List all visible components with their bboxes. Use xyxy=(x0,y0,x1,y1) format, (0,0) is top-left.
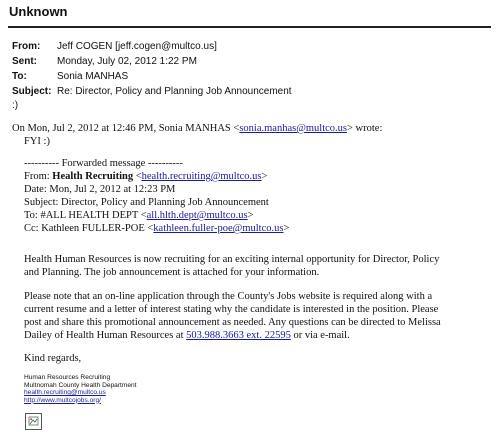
forwarded-cc-suffix: > xyxy=(283,223,290,234)
from-value: Jeff COGEN [jeff.cogen@multco.us] xyxy=(57,41,217,52)
signature-email-link[interactable]: health.recruiting@multco.us xyxy=(24,389,106,396)
body-p2-line4-suffix: or via e-mail. xyxy=(290,330,350,341)
sent-value: Monday, July 02, 2012 1:22 PM xyxy=(57,56,197,67)
forwarded-to-prefix: To: #ALL HEALTH DEPT < xyxy=(24,210,147,221)
signature-website-link[interactable]: http://www.multcojobs.org/ xyxy=(24,396,101,404)
forwarded-from-lt: < xyxy=(133,171,142,182)
reply-text: :) xyxy=(12,100,19,111)
forwarded-date: Date: Mon, Jul 2, 2012 at 12:23 PM xyxy=(24,184,176,195)
subject-label: Subject: xyxy=(12,86,52,97)
forwarded-cc-prefix: Cc: Kathleen FULLER-POE < xyxy=(24,223,154,234)
kathleen-email-link[interactable]: kathleen.fuller-poe@multco.us xyxy=(153,223,284,234)
quote-intro-prefix: On Mon, Jul 2, 2012 at 12:46 PM, Sonia MANHAS < xyxy=(12,123,240,134)
email-header xyxy=(12,41,492,101)
forwarded-subject: Subject: Director, Policy and Planning Job Announcement xyxy=(24,197,269,208)
quote-intro-suffix: > wrote: xyxy=(346,123,383,134)
attachment-placeholder-icon[interactable] xyxy=(25,413,42,430)
to-value: Sonia MANHAS xyxy=(57,71,129,82)
body-paragraph-2-line-2: current resume and a letter of interest stating why the candidate is interested in the position. Please xyxy=(24,304,439,315)
sent-label: Sent: xyxy=(12,56,37,67)
page-title: Unknown xyxy=(9,4,68,19)
forwarded-to xyxy=(24,209,254,222)
forwarded-from-prefix: From: xyxy=(24,171,53,182)
subject-value: Re: Director, Policy and Planning Job Announcement xyxy=(57,86,292,97)
sonia-email-link[interactable]: sonia.manhas@multco.us xyxy=(239,123,347,134)
title-divider xyxy=(8,26,491,28)
forwarded-to-suffix: > xyxy=(247,210,254,221)
body-p2-line4-prefix: Dailey of Health Human Resources at xyxy=(24,330,187,341)
forwarded-from-gt: > xyxy=(261,171,268,182)
body-paragraph-1-line-1: Health Human Resources is now recruiting for an exciting internal opportunity for Director, Policy xyxy=(24,254,440,265)
from-label: From: xyxy=(12,41,41,52)
all-health-dept-email-link[interactable]: all.hlth.dept@multco.us xyxy=(146,210,248,221)
health-recruiting-email-link[interactable]: health.recruiting@multco.us xyxy=(141,171,262,182)
signature-line-1: Human Resources Recruiting xyxy=(24,374,111,381)
forwarded-divider: ---------- Forwarded message ---------- xyxy=(24,158,183,169)
body-paragraph-2-line-3: post and share this promotional announcement as needed. Any questions can be directed to Melissa xyxy=(24,317,441,328)
closing-text: Kind regards, xyxy=(24,353,82,364)
signature-line-2: Multnomah County Health Department xyxy=(24,381,137,389)
quote-intro xyxy=(12,122,382,135)
fyi-text: FYI :) xyxy=(24,136,50,147)
forwarded-cc xyxy=(24,222,289,235)
forwarded-from-name: Health Recruiting xyxy=(52,171,134,182)
forwarded-from xyxy=(24,170,267,183)
to-label: To: xyxy=(12,71,27,82)
body-paragraph-2-line-1: Please note that an on-line application through the County's Jobs website is required along with a xyxy=(24,291,433,302)
body-paragraph-1-line-2: and Planning. The job announcement is attached for your information. xyxy=(24,267,320,278)
phone-link[interactable]: 503.988.3663 ext. 22595 xyxy=(186,330,291,341)
body-paragraph-2-line-4 xyxy=(24,329,350,342)
